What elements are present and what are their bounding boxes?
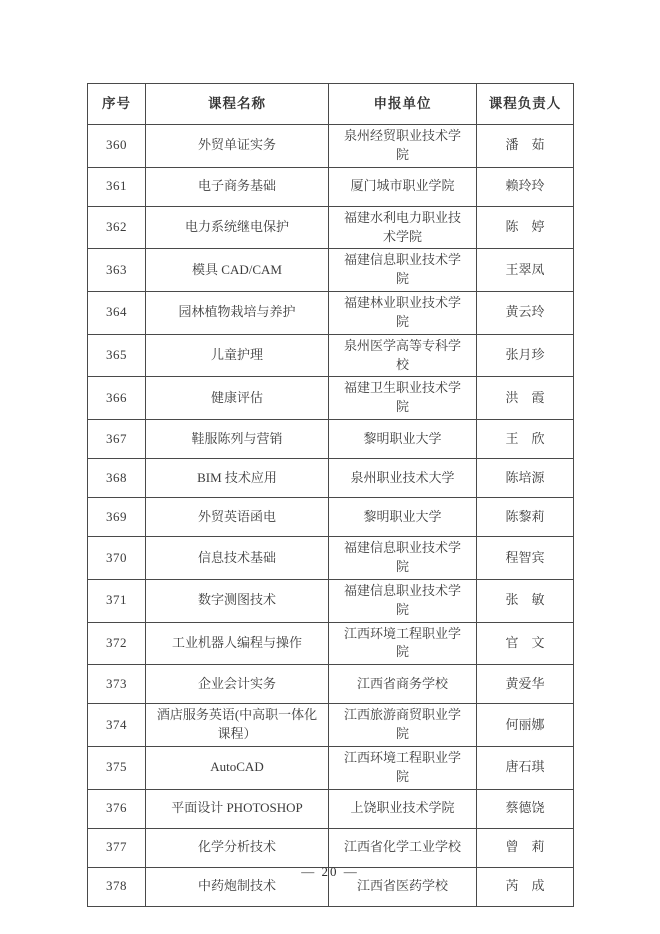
cell-sequence-number: 377 xyxy=(88,828,146,867)
table-row xyxy=(88,622,574,665)
cell-applying-unit: 江西环境工程职业学院 xyxy=(329,746,477,789)
cell-course-leader: 洪 霞 xyxy=(477,377,574,420)
cell-course-name: 电力系统继电保护 xyxy=(146,206,329,249)
table-row xyxy=(88,537,574,580)
header-cell-course: 课程名称 xyxy=(146,84,329,125)
cell-sequence-number: 372 xyxy=(88,622,146,665)
table-row xyxy=(88,459,574,498)
cell-sequence-number: 362 xyxy=(88,206,146,249)
cell-sequence-number: 376 xyxy=(88,789,146,828)
cell-applying-unit: 厦门城市职业学院 xyxy=(329,167,477,206)
cell-sequence-number: 366 xyxy=(88,377,146,420)
cell-course-leader: 潘 茹 xyxy=(477,125,574,168)
cell-applying-unit: 泉州职业技术大学 xyxy=(329,459,477,498)
cell-course-name: 鞋服陈列与营销 xyxy=(146,420,329,459)
cell-course-leader: 何丽娜 xyxy=(477,704,574,747)
course-table xyxy=(87,83,574,907)
cell-course-name: 数字测图技术 xyxy=(146,579,329,622)
cell-sequence-number: 363 xyxy=(88,249,146,292)
cell-applying-unit: 泉州医学高等专科学校 xyxy=(329,334,477,377)
cell-applying-unit: 黎明职业大学 xyxy=(329,420,477,459)
cell-course-leader: 芮 成 xyxy=(477,867,574,906)
table-row xyxy=(88,125,574,168)
cell-sequence-number: 369 xyxy=(88,498,146,537)
table-header-row xyxy=(88,84,574,125)
cell-sequence-number: 361 xyxy=(88,167,146,206)
cell-applying-unit: 江西省商务学校 xyxy=(329,665,477,704)
cell-applying-unit: 江西省化学工业学校 xyxy=(329,828,477,867)
header-cell-seq: 序号 xyxy=(88,84,146,125)
cell-applying-unit: 福建信息职业技术学院 xyxy=(329,249,477,292)
cell-sequence-number: 371 xyxy=(88,579,146,622)
cell-course-name: 工业机器人编程与操作 xyxy=(146,622,329,665)
cell-course-leader: 官 文 xyxy=(477,622,574,665)
table-row xyxy=(88,498,574,537)
table-row xyxy=(88,206,574,249)
cell-course-name: 外贸单证实务 xyxy=(146,125,329,168)
table-row xyxy=(88,665,574,704)
cell-sequence-number: 374 xyxy=(88,704,146,747)
cell-course-leader: 陈培源 xyxy=(477,459,574,498)
cell-applying-unit: 江西旅游商贸职业学院 xyxy=(329,704,477,747)
cell-course-leader: 张月珍 xyxy=(477,334,574,377)
page-number: — 20 — xyxy=(301,864,359,879)
cell-applying-unit: 黎明职业大学 xyxy=(329,498,477,537)
cell-applying-unit: 福建信息职业技术学院 xyxy=(329,537,477,580)
cell-course-name: AutoCAD xyxy=(146,746,329,789)
header-cell-unit: 申报单位 xyxy=(329,84,477,125)
cell-course-leader: 曾 莉 xyxy=(477,828,574,867)
cell-applying-unit: 泉州经贸职业技术学院 xyxy=(329,125,477,168)
cell-course-leader: 陈 婷 xyxy=(477,206,574,249)
table-row xyxy=(88,249,574,292)
table-row xyxy=(88,420,574,459)
cell-applying-unit: 福建卫生职业技术学院 xyxy=(329,377,477,420)
cell-course-leader: 黄云玲 xyxy=(477,292,574,335)
cell-sequence-number: 360 xyxy=(88,125,146,168)
cell-sequence-number: 378 xyxy=(88,867,146,906)
cell-applying-unit: 福建林业职业技术学院 xyxy=(329,292,477,335)
table-row xyxy=(88,579,574,622)
cell-course-name: 园林植物栽培与养护 xyxy=(146,292,329,335)
cell-course-name: 酒店服务英语(中高职一体化课程） xyxy=(146,704,329,747)
cell-course-name: 中药炮制技术 xyxy=(146,867,329,906)
table-row xyxy=(88,704,574,747)
cell-course-name: 健康评估 xyxy=(146,377,329,420)
cell-sequence-number: 365 xyxy=(88,334,146,377)
table-row xyxy=(88,167,574,206)
table-row xyxy=(88,828,574,867)
header-cell-leader: 课程负责人 xyxy=(477,84,574,125)
table-row xyxy=(88,334,574,377)
cell-course-leader: 蔡德饶 xyxy=(477,789,574,828)
cell-sequence-number: 373 xyxy=(88,665,146,704)
cell-course-name: 信息技术基础 xyxy=(146,537,329,580)
table-row xyxy=(88,789,574,828)
cell-sequence-number: 375 xyxy=(88,746,146,789)
cell-course-name: 外贸英语函电 xyxy=(146,498,329,537)
cell-course-leader: 王翠凤 xyxy=(477,249,574,292)
cell-course-name: 儿童护理 xyxy=(146,334,329,377)
cell-applying-unit: 福建水利电力职业技术学院 xyxy=(329,206,477,249)
cell-course-leader: 唐石琪 xyxy=(477,746,574,789)
cell-course-leader: 赖玲玲 xyxy=(477,167,574,206)
cell-course-name: BIM 技术应用 xyxy=(146,459,329,498)
table-row xyxy=(88,377,574,420)
cell-sequence-number: 364 xyxy=(88,292,146,335)
cell-course-leader: 王 欣 xyxy=(477,420,574,459)
cell-course-leader: 程智宾 xyxy=(477,537,574,580)
table-row xyxy=(88,292,574,335)
cell-course-leader: 陈黎莉 xyxy=(477,498,574,537)
cell-course-leader: 黄爱华 xyxy=(477,665,574,704)
cell-course-name: 电子商务基础 xyxy=(146,167,329,206)
cell-sequence-number: 368 xyxy=(88,459,146,498)
cell-applying-unit: 江西环境工程职业学院 xyxy=(329,622,477,665)
cell-course-name: 模具 CAD/CAM xyxy=(146,249,329,292)
cell-course-leader: 张 敏 xyxy=(477,579,574,622)
cell-course-name: 平面设计 PHOTOSHOP xyxy=(146,789,329,828)
cell-sequence-number: 367 xyxy=(88,420,146,459)
cell-applying-unit: 福建信息职业技术学院 xyxy=(329,579,477,622)
cell-applying-unit: 江西省医药学校 xyxy=(329,867,477,906)
cell-sequence-number: 370 xyxy=(88,537,146,580)
table-row xyxy=(88,746,574,789)
cell-applying-unit: 上饶职业技术学院 xyxy=(329,789,477,828)
cell-course-name: 化学分析技术 xyxy=(146,828,329,867)
cell-course-name: 企业会计实务 xyxy=(146,665,329,704)
